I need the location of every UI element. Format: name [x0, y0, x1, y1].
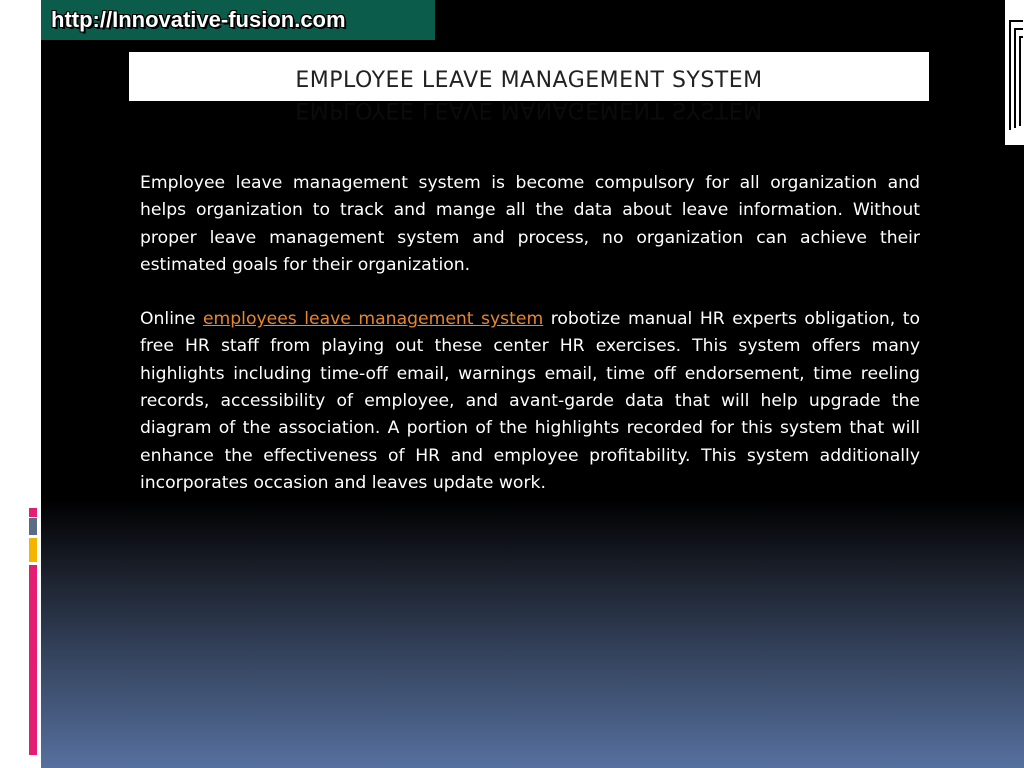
- site-url-banner[interactable]: http://Innovative-fusion.com: [41, 0, 435, 40]
- accent-bar-yellow: [29, 538, 37, 562]
- accent-bar-slate: [29, 518, 37, 535]
- title-box: [129, 52, 929, 122]
- accent-bar-pink-small: [29, 508, 37, 517]
- page-title: EMPLOYEE LEAVE MANAGEMENT SYSTEM: [295, 68, 763, 93]
- paragraph-online-body: robotize manual HR experts obligation, to free HR staff from playing out these center HR exercises. This system offers many highlights including time-off email, warnings email, time off endorsement, time reeling records, accessibility of employee, and avant-garde data that will help upgrade the diagram of the association. A portion of the highlights recorded for this system that will enhance the effectiveness of HR and employee profitability. This system additionally incorporates occasion and leaves update work.: [140, 309, 920, 493]
- accent-bar-pink-long: [29, 565, 37, 755]
- employees-leave-management-link[interactable]: employees leave management system: [202, 309, 544, 330]
- page-title-reflection: EMPLOYEE LEAVE MANAGEMENT SYSTEM: [295, 97, 763, 122]
- slide-content: [140, 170, 920, 524]
- paragraph-intro: Employee leave management system is become compulsory for all organization and helps organization to track and mange all the data about leave information. Without proper leave management system and process, no organization can achieve their estimated goals for their organization.: [140, 173, 920, 275]
- paragraph-online: [140, 306, 920, 497]
- slides-decoration-icon: [1005, 0, 1024, 145]
- paragraph-online-prefix: Online: [140, 309, 203, 330]
